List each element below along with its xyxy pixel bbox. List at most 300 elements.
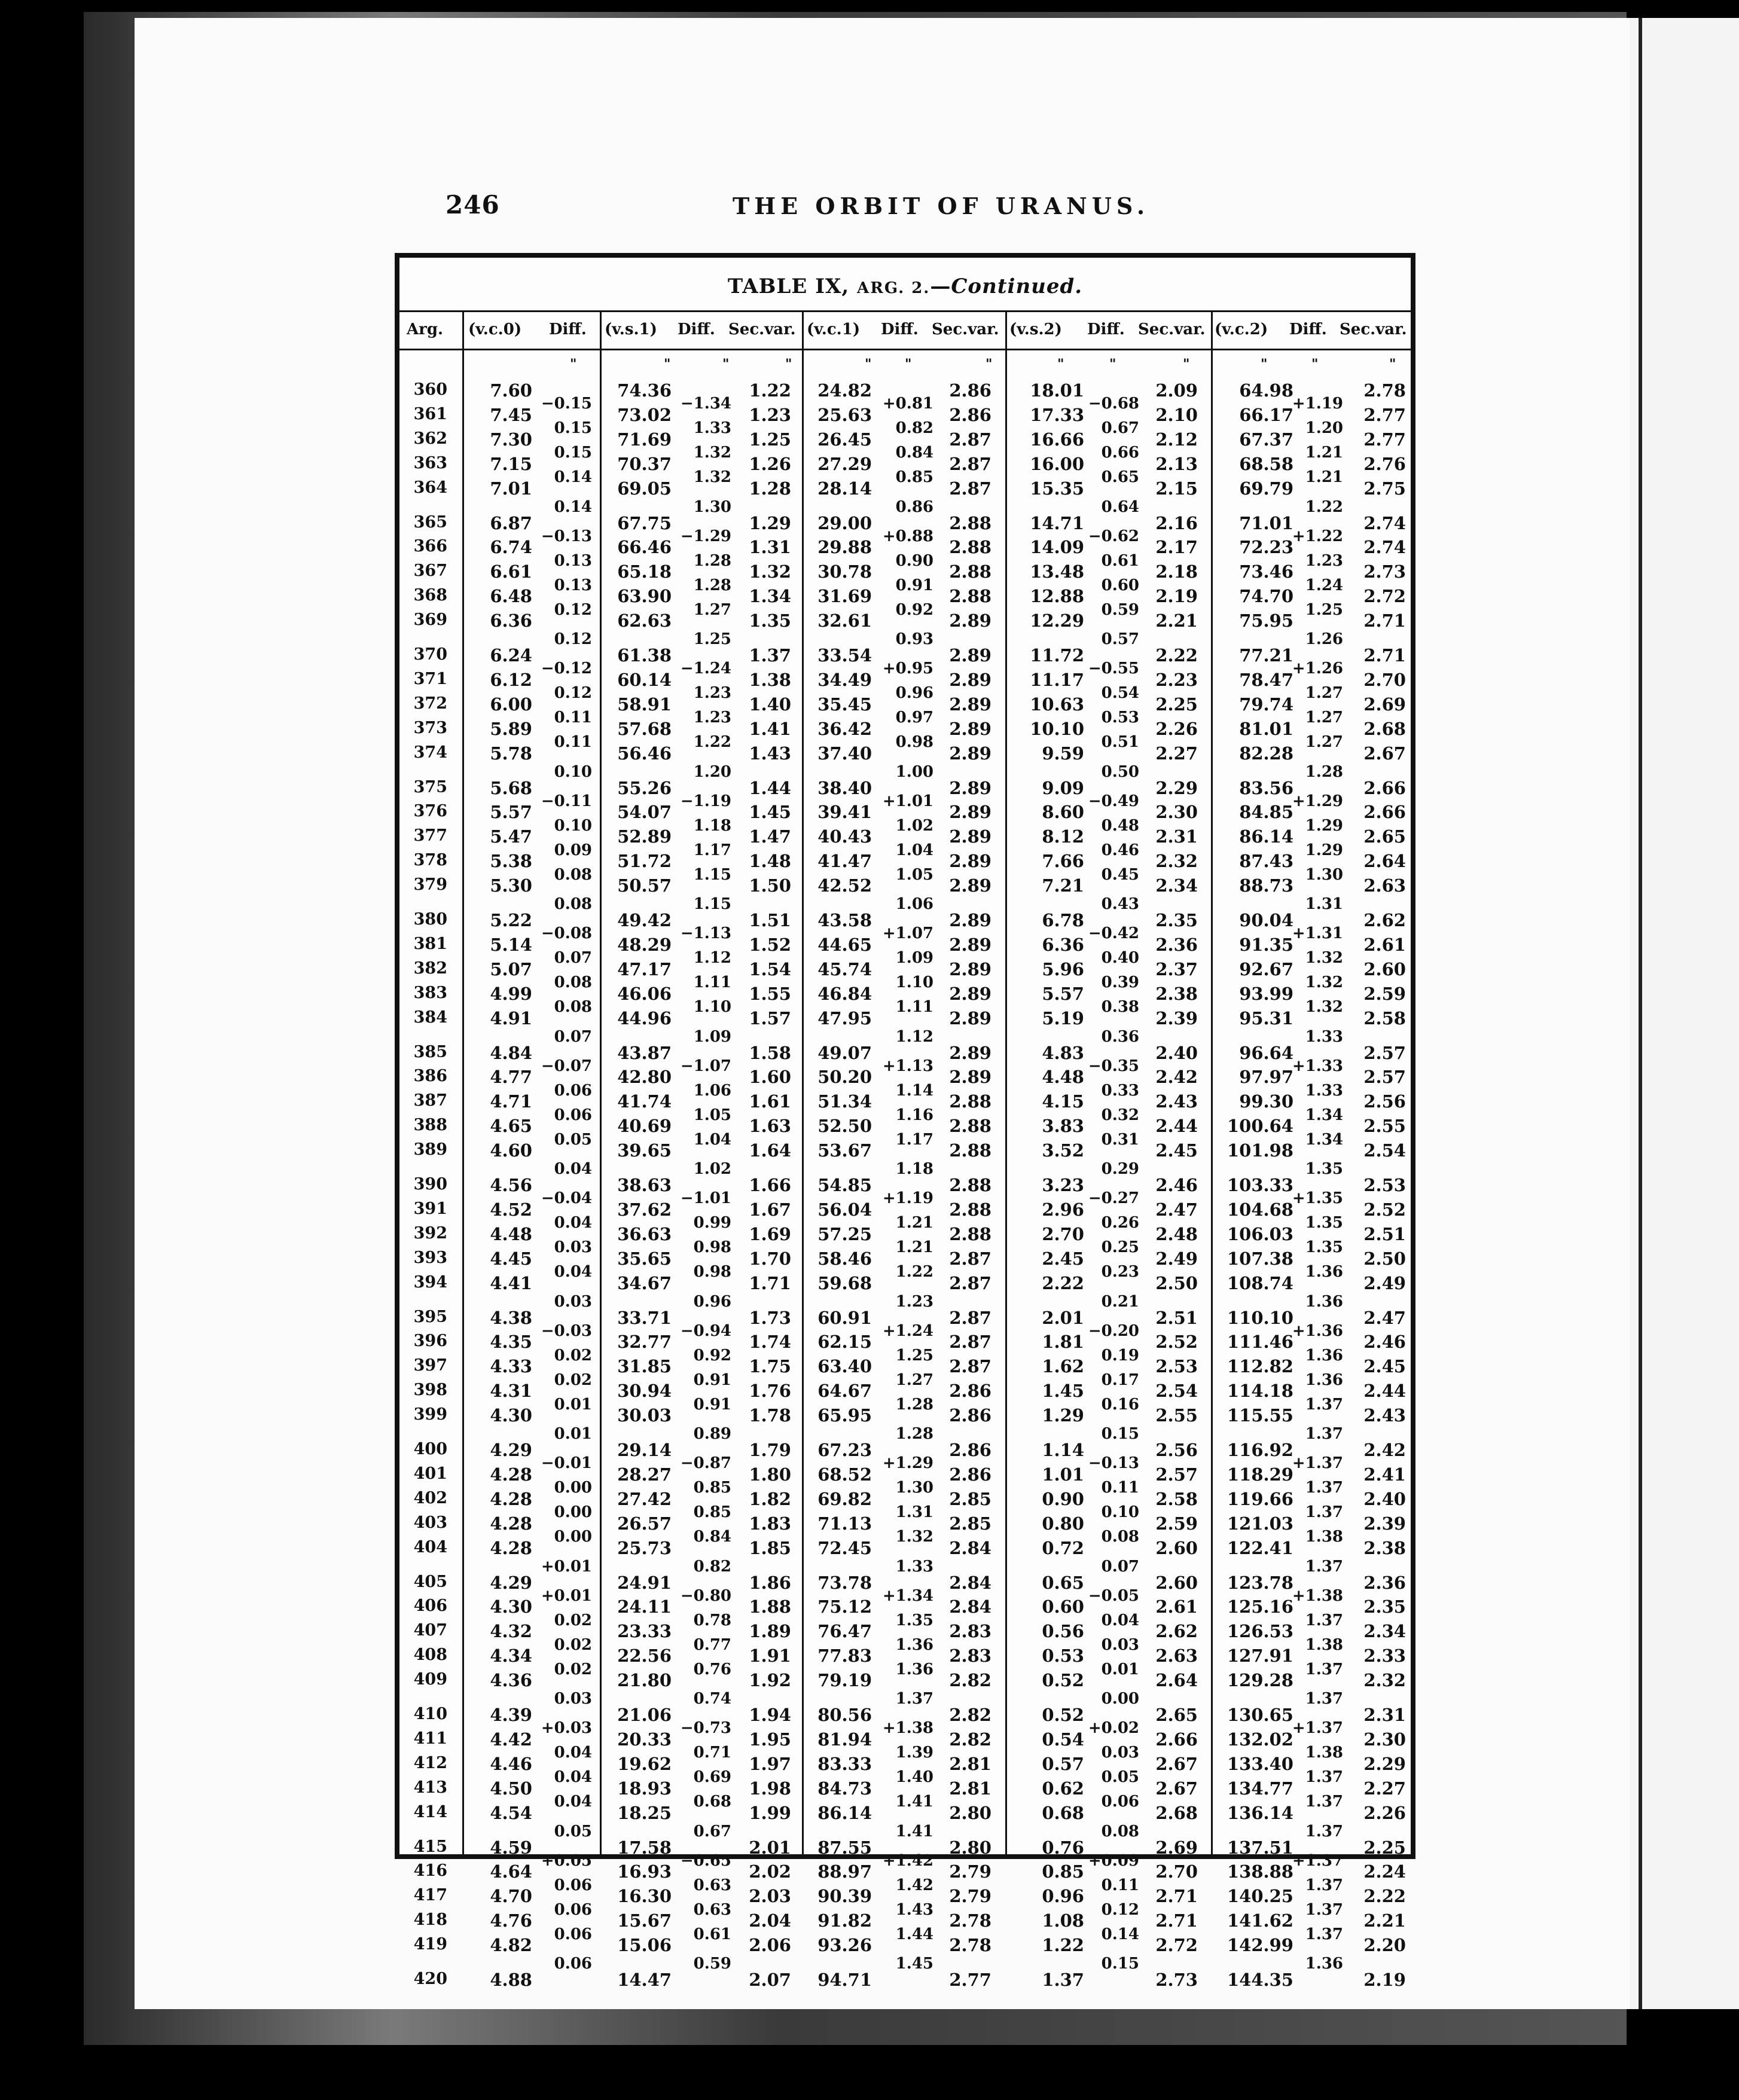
table-cell-arg: 379 bbox=[413, 875, 447, 895]
table-diff-c1: 1.22 bbox=[895, 1263, 933, 1281]
table-cell-arg: 416 bbox=[413, 1861, 447, 1881]
table-cell-c2: 81.01 bbox=[1239, 718, 1293, 739]
table-cell-s2: 2.01 bbox=[1042, 1307, 1084, 1328]
table-diff-c0: 0.13 bbox=[554, 576, 592, 594]
col-header-vc1: (v.c.1) bbox=[807, 321, 861, 338]
table-cell-c0: 5.07 bbox=[490, 959, 532, 979]
table-cell-arg: 420 bbox=[413, 1970, 447, 1988]
table-cell-s2: 3.83 bbox=[1042, 1116, 1084, 1137]
table-cell-c2: 130.65 bbox=[1227, 1705, 1293, 1725]
table-diff-c1: 1.28 bbox=[895, 1395, 933, 1414]
table-cell-c0: 5.38 bbox=[490, 851, 532, 872]
table-cell-c1sv: 2.89 bbox=[949, 1042, 991, 1063]
column-rule bbox=[802, 310, 804, 1854]
table-cell-s2: 3.23 bbox=[1042, 1175, 1084, 1195]
table-cell-s1sv: 1.60 bbox=[749, 1067, 791, 1088]
table-diff-s1: 1.12 bbox=[693, 949, 731, 967]
table-cell-c2sv: 2.34 bbox=[1363, 1621, 1406, 1642]
table-diff-s1: −1.24 bbox=[680, 660, 731, 678]
table-diff-c1: 1.09 bbox=[895, 949, 933, 967]
table-cell-c1sv: 2.79 bbox=[949, 1886, 991, 1907]
seconds-unit-mark: " bbox=[570, 356, 577, 372]
table-diff-s1: 1.28 bbox=[693, 576, 731, 594]
table-cell-c1sv: 2.81 bbox=[949, 1753, 991, 1774]
table-diff-c2: 1.21 bbox=[1305, 444, 1343, 462]
table-diff-s1: 1.32 bbox=[693, 468, 731, 487]
table-cell-arg: 378 bbox=[413, 851, 447, 870]
table-cell-c2sv: 2.39 bbox=[1363, 1513, 1406, 1534]
table-cell-c0: 6.87 bbox=[490, 512, 532, 533]
table-diff-s1: 1.23 bbox=[693, 684, 731, 703]
table-cell-s2: 6.78 bbox=[1042, 910, 1084, 930]
col-header-vs2-secvar: Sec.var. bbox=[1138, 321, 1206, 338]
table-title bbox=[399, 274, 1411, 298]
table-cell-s2sv: 2.17 bbox=[1155, 537, 1198, 558]
table-cell-c1: 60.91 bbox=[817, 1307, 872, 1328]
table-diff-s2: −0.35 bbox=[1088, 1057, 1139, 1075]
seconds-unit-mark: " bbox=[785, 356, 792, 372]
table-cell-c1: 75.12 bbox=[817, 1597, 872, 1617]
table-diff-c2: 1.32 bbox=[1305, 973, 1343, 992]
table-cell-arg: 365 bbox=[413, 512, 447, 532]
table-cell-c2: 133.40 bbox=[1227, 1753, 1293, 1774]
table-cell-c2sv: 2.30 bbox=[1363, 1729, 1406, 1750]
table-cell-c0: 4.39 bbox=[490, 1705, 532, 1725]
table-cell-s2: 5.57 bbox=[1042, 983, 1084, 1004]
table-cell-c2: 141.62 bbox=[1227, 1910, 1293, 1931]
table-cell-c1sv: 2.88 bbox=[949, 1199, 991, 1220]
table-cell-c2: 72.23 bbox=[1239, 537, 1293, 558]
table-cell-arg: 374 bbox=[413, 743, 447, 762]
table-cell-s1: 43.87 bbox=[617, 1042, 672, 1063]
table-diff-s1: 0.91 bbox=[693, 1395, 731, 1414]
table-cell-c1sv: 2.88 bbox=[949, 1116, 991, 1137]
table-cell-s2: 1.45 bbox=[1042, 1381, 1084, 1402]
table-cell-arg: 376 bbox=[413, 802, 447, 821]
table-cell-s1sv: 1.73 bbox=[749, 1307, 791, 1328]
table-cell-s2: 2.45 bbox=[1042, 1248, 1084, 1269]
table-diff-c2: 1.35 bbox=[1305, 1238, 1343, 1257]
table-diff-s1: −0.73 bbox=[680, 1719, 731, 1738]
table-cell-s1sv: 2.06 bbox=[749, 1935, 791, 1956]
table-cell-s1sv: 1.22 bbox=[749, 380, 791, 401]
table-cell-c2: 114.18 bbox=[1227, 1381, 1293, 1402]
col-header-vc0: (v.c.0) bbox=[468, 321, 522, 338]
table-diff-c0: 0.01 bbox=[554, 1395, 592, 1414]
table-diff-s1: 1.18 bbox=[693, 816, 731, 835]
table-diff-c2: 1.37 bbox=[1305, 1503, 1343, 1522]
table-cell-s2sv: 2.43 bbox=[1155, 1091, 1198, 1112]
table-diff-s1: 1.30 bbox=[693, 497, 731, 516]
table-cell-c2: 132.02 bbox=[1227, 1729, 1293, 1750]
table-diff-c1: +1.07 bbox=[882, 924, 933, 943]
table-cell-c1: 73.78 bbox=[817, 1572, 872, 1593]
table-cell-s1: 54.07 bbox=[617, 802, 672, 823]
table-diff-s2: −0.05 bbox=[1088, 1586, 1139, 1605]
table-cell-c2sv: 2.71 bbox=[1363, 645, 1406, 666]
table-diff-c1: 1.12 bbox=[895, 1027, 933, 1046]
table-diff-c1: 1.42 bbox=[895, 1876, 933, 1894]
table-cell-s2: 7.66 bbox=[1042, 851, 1084, 872]
table-cell-c2: 116.92 bbox=[1227, 1440, 1293, 1460]
table-cell-c1: 56.04 bbox=[817, 1199, 872, 1220]
table-cell-s1sv: 1.26 bbox=[749, 453, 791, 474]
table-cell-c2: 107.38 bbox=[1227, 1248, 1293, 1269]
table-cell-c1sv: 2.87 bbox=[949, 1356, 991, 1377]
table-diff-c0: −0.13 bbox=[541, 527, 592, 545]
table-cell-s1sv: 1.48 bbox=[749, 851, 791, 872]
table-cell-s1: 69.05 bbox=[617, 478, 672, 499]
table-diff-s2: 0.48 bbox=[1101, 816, 1139, 835]
table-cell-s2sv: 2.32 bbox=[1155, 851, 1198, 872]
table-cell-s2sv: 2.30 bbox=[1155, 802, 1198, 823]
table-cell-c0: 4.31 bbox=[490, 1381, 532, 1402]
table-diff-c2: +1.37 bbox=[1292, 1851, 1343, 1870]
table-cell-s2: 13.48 bbox=[1030, 561, 1084, 582]
table-cell-c2sv: 2.65 bbox=[1363, 826, 1406, 847]
table-diff-s1: −0.80 bbox=[680, 1586, 731, 1605]
table-cell-s1sv: 1.57 bbox=[749, 1008, 791, 1028]
table-cell-c1: 37.40 bbox=[817, 743, 872, 764]
table-cell-s1sv: 1.85 bbox=[749, 1537, 791, 1558]
table-cell-s1sv: 1.91 bbox=[749, 1646, 791, 1666]
table-cell-s1: 57.68 bbox=[617, 718, 672, 739]
table-cell-arg: 389 bbox=[413, 1140, 447, 1159]
table-cell-arg: 366 bbox=[413, 537, 447, 556]
table-cell-s1sv: 1.82 bbox=[749, 1488, 791, 1509]
table-diff-s1: −1.01 bbox=[680, 1189, 731, 1208]
header-rule bbox=[399, 349, 1411, 350]
table-diff-c0: 0.08 bbox=[554, 865, 592, 884]
table-cell-c1: 35.45 bbox=[817, 694, 872, 715]
table-diff-c1: 1.43 bbox=[895, 1900, 933, 1919]
table-cell-s1: 19.62 bbox=[617, 1753, 672, 1774]
table-cell-c1: 32.61 bbox=[817, 611, 872, 631]
table-cell-s2sv: 2.47 bbox=[1155, 1199, 1198, 1220]
table-cell-s2: 1.14 bbox=[1042, 1440, 1084, 1460]
table-diff-c2: +1.37 bbox=[1292, 1454, 1343, 1473]
col-header-vc2-diff: Diff. bbox=[1289, 321, 1327, 338]
table-cell-s1sv: 1.45 bbox=[749, 802, 791, 823]
table-diff-c2: 1.32 bbox=[1305, 949, 1343, 967]
table-diff-c0: 0.06 bbox=[554, 1900, 592, 1919]
table-cell-s2sv: 2.42 bbox=[1155, 1067, 1198, 1088]
table-diff-s2: 0.16 bbox=[1101, 1395, 1139, 1414]
table-diff-c1: +1.24 bbox=[882, 1321, 933, 1340]
table-diff-c2: 1.35 bbox=[1305, 1160, 1343, 1179]
table-diff-c1: +0.95 bbox=[882, 660, 933, 678]
table-cell-arg: 371 bbox=[413, 669, 447, 688]
table-cell-c1sv: 2.89 bbox=[949, 669, 991, 690]
table-cell-s1: 15.06 bbox=[617, 1935, 672, 1956]
table-cell-c0: 6.12 bbox=[490, 669, 532, 690]
table-cell-c1: 33.54 bbox=[817, 645, 872, 666]
table-diff-c0: 0.04 bbox=[554, 1160, 592, 1179]
table-diff-c2: 1.36 bbox=[1305, 1955, 1343, 1973]
seconds-unit-mark: " bbox=[722, 356, 730, 372]
table-cell-c1sv: 2.89 bbox=[949, 983, 991, 1004]
table-cell-s2sv: 2.26 bbox=[1155, 718, 1198, 739]
table-cell-c2sv: 2.53 bbox=[1363, 1175, 1406, 1195]
table-cell-s1: 22.56 bbox=[617, 1646, 672, 1666]
table-cell-s2: 18.01 bbox=[1030, 380, 1084, 401]
table-cell-c2: 122.41 bbox=[1227, 1537, 1293, 1558]
table-cell-c2: 136.14 bbox=[1227, 1802, 1293, 1823]
table-diff-c0: 0.08 bbox=[554, 973, 592, 992]
table-cell-arg: 380 bbox=[413, 910, 447, 929]
table-diff-c2: 1.37 bbox=[1305, 1925, 1343, 1943]
table-diff-s2: 0.45 bbox=[1101, 865, 1139, 884]
table-cell-c2sv: 2.74 bbox=[1363, 537, 1406, 558]
table-diff-s1: 0.69 bbox=[693, 1768, 731, 1787]
table-cell-c2sv: 2.49 bbox=[1363, 1272, 1406, 1293]
table-cell-s2: 9.59 bbox=[1042, 743, 1084, 764]
table-cell-arg: 398 bbox=[413, 1381, 447, 1400]
table-cell-c2sv: 2.44 bbox=[1363, 1381, 1406, 1402]
table-diff-c0: 0.12 bbox=[554, 600, 592, 619]
table-diff-c0: 0.12 bbox=[554, 684, 592, 703]
table-diff-c0: 0.08 bbox=[554, 998, 592, 1017]
table-cell-s1: 61.38 bbox=[617, 645, 672, 666]
table-cell-c1: 86.14 bbox=[817, 1802, 872, 1823]
table-diff-s2: 0.54 bbox=[1101, 684, 1139, 703]
table-cell-c2sv: 2.50 bbox=[1363, 1248, 1406, 1269]
table-cell-s1sv: 1.66 bbox=[749, 1175, 791, 1195]
table-cell-s1sv: 1.51 bbox=[749, 910, 791, 930]
table-cell-c2: 93.99 bbox=[1239, 983, 1293, 1004]
table-cell-c2: 103.33 bbox=[1227, 1175, 1293, 1195]
table-diff-c1: 1.36 bbox=[895, 1660, 933, 1678]
table-cell-s2sv: 2.56 bbox=[1155, 1440, 1198, 1460]
table-cell-c1: 90.39 bbox=[817, 1886, 872, 1907]
table-diff-c0: −0.01 bbox=[541, 1454, 592, 1473]
table-cell-s1: 18.25 bbox=[617, 1802, 672, 1823]
table-cell-c0: 4.71 bbox=[490, 1091, 532, 1112]
table-diff-s1: 0.63 bbox=[693, 1876, 731, 1894]
table-cell-s2: 1.01 bbox=[1042, 1464, 1084, 1485]
table-cell-s2: 0.85 bbox=[1042, 1861, 1084, 1882]
table-cell-c2: 104.68 bbox=[1227, 1199, 1293, 1220]
table-diff-s2: 0.64 bbox=[1101, 497, 1139, 516]
table-cell-arg: 364 bbox=[413, 478, 447, 497]
table-cell-s1: 27.42 bbox=[617, 1488, 672, 1509]
table-cell-c2: 96.64 bbox=[1239, 1042, 1293, 1063]
table-cell-c1: 69.82 bbox=[817, 1488, 872, 1509]
table-diff-s1: −1.13 bbox=[680, 924, 731, 943]
table-cell-s1sv: 1.67 bbox=[749, 1199, 791, 1220]
table-diff-s2: 0.29 bbox=[1101, 1160, 1139, 1179]
table-diff-s1: 0.98 bbox=[693, 1238, 731, 1257]
table-cell-s2: 8.60 bbox=[1042, 802, 1084, 823]
table-diff-c1: 0.92 bbox=[895, 600, 933, 619]
col-header-vs1-diff: Diff. bbox=[678, 321, 715, 338]
table-cell-c1sv: 2.88 bbox=[949, 586, 991, 607]
table-diff-c1: +1.19 bbox=[882, 1189, 933, 1208]
table-diff-s1: −0.87 bbox=[680, 1454, 731, 1473]
table-cell-s1: 70.37 bbox=[617, 453, 672, 474]
table-diff-c1: 1.27 bbox=[895, 1371, 933, 1389]
table-cell-s1sv: 1.86 bbox=[749, 1572, 791, 1593]
table-cell-s2: 1.81 bbox=[1042, 1332, 1084, 1353]
table-cell-s1sv: 1.44 bbox=[749, 777, 791, 798]
table-cell-c2sv: 2.46 bbox=[1363, 1332, 1406, 1353]
table-diff-s2: −0.42 bbox=[1088, 924, 1139, 943]
table-diff-c1: 1.37 bbox=[895, 1690, 933, 1708]
table-cell-arg: 399 bbox=[413, 1405, 447, 1424]
table-cell-s2: 1.29 bbox=[1042, 1405, 1084, 1426]
table-diff-s1: 1.25 bbox=[693, 630, 731, 649]
table-diff-c2: +1.19 bbox=[1292, 395, 1343, 413]
table-cell-s2: 1.22 bbox=[1042, 1935, 1084, 1956]
table-cell-c2: 125.16 bbox=[1227, 1597, 1293, 1617]
table-diff-s2: 0.10 bbox=[1101, 1503, 1139, 1522]
table-cell-c0: 4.56 bbox=[490, 1175, 532, 1195]
table-diff-s1: 0.77 bbox=[693, 1635, 731, 1654]
table-diff-s2: −0.68 bbox=[1088, 395, 1139, 413]
table-diff-c0: +0.05 bbox=[541, 1851, 592, 1870]
table-cell-s1: 41.74 bbox=[617, 1091, 672, 1112]
table-cell-c2: 95.31 bbox=[1239, 1008, 1293, 1028]
table-cell-c1sv: 2.86 bbox=[949, 1440, 991, 1460]
table-diff-c1: 0.82 bbox=[895, 419, 933, 438]
table-cell-c2sv: 2.59 bbox=[1363, 983, 1406, 1004]
table-cell-c1sv: 2.82 bbox=[949, 1705, 991, 1725]
seconds-unit-mark: " bbox=[905, 356, 912, 372]
table-cell-s1: 67.75 bbox=[617, 512, 672, 533]
table-cell-c1sv: 2.88 bbox=[949, 1140, 991, 1161]
table-cell-c0: 7.45 bbox=[490, 404, 532, 425]
table-diff-c0: 0.02 bbox=[554, 1371, 592, 1389]
table-cell-c2: 99.30 bbox=[1239, 1091, 1293, 1112]
table-cell-c0: 4.70 bbox=[490, 1886, 532, 1907]
table-cell-s1: 28.27 bbox=[617, 1464, 672, 1485]
table-cell-s1: 52.89 bbox=[617, 826, 672, 847]
table-cell-c2sv: 2.66 bbox=[1363, 802, 1406, 823]
table-cell-s1sv: 1.64 bbox=[749, 1140, 791, 1161]
table-diff-s1: 0.84 bbox=[693, 1528, 731, 1546]
table-diff-c2: 1.37 bbox=[1305, 1660, 1343, 1678]
table-cell-arg: 373 bbox=[413, 718, 447, 737]
table-cell-c2: 68.58 bbox=[1239, 453, 1293, 474]
table-cell-c1sv: 2.85 bbox=[949, 1513, 991, 1534]
table-cell-c1: 26.45 bbox=[817, 429, 872, 450]
table-diff-c1: 1.45 bbox=[895, 1955, 933, 1973]
table-cell-s2sv: 2.35 bbox=[1155, 910, 1198, 930]
table-diff-s2: +0.02 bbox=[1088, 1719, 1139, 1738]
table-diff-c1: 1.21 bbox=[895, 1214, 933, 1232]
table-cell-s2sv: 2.71 bbox=[1155, 1910, 1198, 1931]
table-cell-s1: 73.02 bbox=[617, 404, 672, 425]
table-cell-s1: 74.36 bbox=[617, 380, 672, 401]
table-cell-s2sv: 2.34 bbox=[1155, 875, 1198, 896]
table-diff-s2: 0.51 bbox=[1101, 733, 1139, 752]
table-cell-s2sv: 2.49 bbox=[1155, 1248, 1198, 1269]
table-diff-s1: 1.15 bbox=[693, 895, 731, 914]
table-cell-s2: 12.88 bbox=[1030, 586, 1084, 607]
table-diff-s2: 0.07 bbox=[1101, 1557, 1139, 1576]
table-cell-s1: 71.69 bbox=[617, 429, 672, 450]
page-number: 246 bbox=[446, 190, 500, 219]
table-diff-c2: 1.38 bbox=[1305, 1744, 1343, 1762]
table-cell-s1: 62.63 bbox=[617, 611, 672, 631]
table-cell-s2sv: 2.68 bbox=[1155, 1802, 1198, 1823]
table-diff-c2: +1.31 bbox=[1292, 924, 1343, 943]
table-diff-c2: 1.37 bbox=[1305, 1395, 1343, 1414]
table-cell-c1: 36.42 bbox=[817, 718, 872, 739]
table-cell-c2: 144.35 bbox=[1227, 1970, 1293, 1990]
table-cell-c2sv: 2.22 bbox=[1363, 1886, 1406, 1907]
table-diff-s2: 0.25 bbox=[1101, 1238, 1139, 1257]
table-cell-c2sv: 2.60 bbox=[1363, 959, 1406, 979]
table-cell-c1: 81.94 bbox=[817, 1729, 872, 1750]
table-diff-c2: 1.37 bbox=[1305, 1876, 1343, 1894]
table-cell-c0: 4.28 bbox=[490, 1537, 532, 1558]
table-cell-arg: 382 bbox=[413, 959, 447, 978]
table-cell-c1sv: 2.79 bbox=[949, 1861, 991, 1882]
table-cell-s1: 40.69 bbox=[617, 1116, 672, 1137]
table-cell-c2sv: 2.67 bbox=[1363, 743, 1406, 764]
table-cell-c0: 4.91 bbox=[490, 1008, 532, 1028]
table-diff-c1: +1.29 bbox=[882, 1454, 933, 1473]
table-cell-c2: 101.98 bbox=[1227, 1140, 1293, 1161]
table-cell-s2sv: 2.19 bbox=[1155, 586, 1198, 607]
table-diff-c0: 0.04 bbox=[554, 1793, 592, 1811]
table-cell-c1: 39.41 bbox=[817, 802, 872, 823]
table-cell-c1: 84.73 bbox=[817, 1778, 872, 1799]
table-cell-c1sv: 2.88 bbox=[949, 1175, 991, 1195]
table-cell-c2sv: 2.27 bbox=[1363, 1778, 1406, 1799]
table-cell-s2: 12.29 bbox=[1030, 611, 1084, 631]
table-cell-c0: 4.60 bbox=[490, 1140, 532, 1161]
table-cell-c1: 31.69 bbox=[817, 586, 872, 607]
table-cell-c2: 64.98 bbox=[1239, 380, 1293, 401]
col-header-vc1-secvar: Sec.var. bbox=[932, 321, 999, 338]
table-cell-c2sv: 2.33 bbox=[1363, 1646, 1406, 1666]
table-cell-s2: 0.62 bbox=[1042, 1778, 1084, 1799]
table-cell-s1sv: 1.25 bbox=[749, 429, 791, 450]
table-diff-c1: 1.10 bbox=[895, 973, 933, 992]
table-cell-s2: 0.76 bbox=[1042, 1837, 1084, 1858]
table-cell-c1sv: 2.87 bbox=[949, 1307, 991, 1328]
table-cell-c0: 4.38 bbox=[490, 1307, 532, 1328]
table-diff-c2: +1.38 bbox=[1292, 1586, 1343, 1605]
table-cell-s1sv: 1.83 bbox=[749, 1513, 791, 1534]
table-diff-c1: 1.21 bbox=[895, 1238, 933, 1257]
table-cell-c1: 46.84 bbox=[817, 983, 872, 1004]
table-cell-c2: 123.78 bbox=[1227, 1572, 1293, 1593]
table-cell-c2: 134.77 bbox=[1227, 1778, 1293, 1799]
table-cell-arg: 411 bbox=[413, 1729, 447, 1748]
table-diff-c1: 1.35 bbox=[895, 1611, 933, 1629]
table-diff-c2: 1.26 bbox=[1305, 630, 1343, 649]
table-cell-c2sv: 2.57 bbox=[1363, 1042, 1406, 1063]
table-cell-c1: 28.14 bbox=[817, 478, 872, 499]
table-cell-s2sv: 2.23 bbox=[1155, 669, 1198, 690]
table-cell-s1: 38.63 bbox=[617, 1175, 672, 1195]
table-cell-s1sv: 1.99 bbox=[749, 1802, 791, 1823]
table-cell-s1sv: 1.37 bbox=[749, 645, 791, 666]
seconds-unit-mark: " bbox=[986, 356, 993, 372]
table-cell-c1sv: 2.88 bbox=[949, 512, 991, 533]
table-cell-s2: 15.35 bbox=[1030, 478, 1084, 499]
table-cell-s2sv: 2.16 bbox=[1155, 512, 1198, 533]
table-cell-c1: 88.97 bbox=[817, 1861, 872, 1882]
table-cell-s2sv: 2.45 bbox=[1155, 1140, 1198, 1161]
table-cell-c1sv: 2.88 bbox=[949, 537, 991, 558]
table-cell-c2: 126.53 bbox=[1227, 1621, 1293, 1642]
table-cell-s2: 0.65 bbox=[1042, 1572, 1084, 1593]
table-diff-s2: 0.66 bbox=[1101, 444, 1139, 462]
